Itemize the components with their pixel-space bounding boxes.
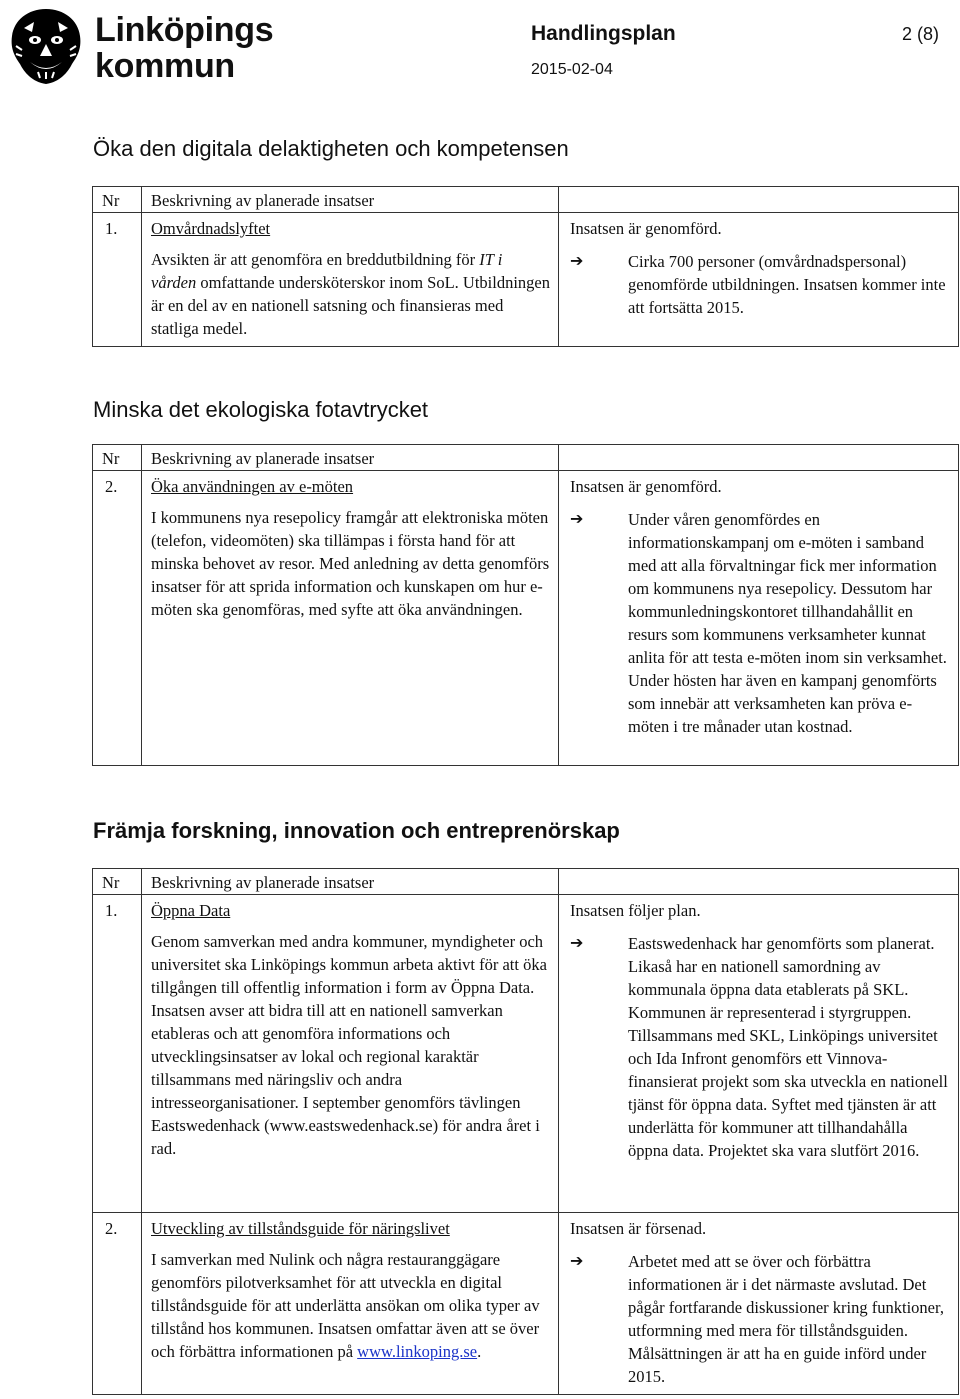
column-header-description: Beskrivning av planerade insatser (142, 187, 559, 213)
item-status-cell (559, 213, 959, 347)
status-text: Insatsen följer plan. (570, 901, 701, 920)
column-header-description: Beskrivning av planerade insatser (142, 869, 559, 895)
item-number: 1. (93, 895, 142, 1213)
item-status-cell (559, 895, 959, 1213)
result-text: Under våren genomfördes en informationskampanj om e-möten i samband med att alla förvaltningar fick mer information om kommunens nya resepolicy. Dessutom har kommunledningskontoret tillhandahållit en resurs som kommunens verksamheter kunnat anlita för att testa e-möten inom sin verksamhet. Under hösten har även en kampanj genomförts som innebär att verksamheten kan pröva e-möten i tre månader utan kostnad. (628, 510, 947, 736)
item-description (142, 895, 559, 1213)
brand-name: Linköpings kommun (95, 11, 274, 85)
document-date: 2015-02-04 (531, 61, 613, 78)
item-title: Utveckling av tillståndsguide för näringslivet (151, 1219, 450, 1238)
item-number: 2. (93, 471, 142, 766)
column-header-nr: Nr (93, 869, 142, 895)
status-text: Insatsen är genomförd. (570, 477, 722, 496)
item-status-cell (559, 471, 959, 766)
table-header-row (93, 445, 959, 471)
page-number: 2 (8) (902, 24, 940, 44)
result (570, 250, 950, 319)
table-header-row (93, 187, 959, 213)
result (570, 1250, 950, 1388)
arrow-right-icon: ➔ (570, 253, 584, 270)
item-number: 2. (93, 1213, 142, 1395)
column-header-status (559, 445, 959, 471)
item-title: Öppna Data (151, 901, 231, 920)
table-row (93, 213, 959, 347)
lion-logo-icon (6, 6, 86, 86)
item-description (142, 213, 559, 347)
section-heading: Minska det ekologiska fotavtrycket (93, 397, 429, 422)
item-description (142, 1213, 559, 1395)
table-row (93, 895, 959, 1213)
status-text: Insatsen är försenad. (570, 1219, 707, 1238)
result-text: Eastswedenhack har genomförts som planerat. Likaså har en nationell samordning av kommunala öppna data etablerats på SKL. Kommunen är representerad i styrgruppen. Tillsammans med SKL, Linköpings universitet och Ida Infront genomförs ett Vinnova-finansierat projekt som ska utveckla en nationell tjänst för öppna data. Syftet med tjänsten är att underlätta för kommuner att tillhandahålla öppna data. Projektet ska vara slutfört 2016. (628, 934, 948, 1160)
document-title: Handlingsplan (531, 22, 676, 45)
arrow-right-icon: ➔ (570, 1253, 584, 1270)
item-description (142, 471, 559, 766)
result (570, 932, 950, 1162)
result-text: Arbetet med att se över och förbättra informationen är i det närmaste avslutad. Det pågår fortfarande diskussioner kring funktioner, utformning med mera för tillståndsguiden. Målsättningen är att ha en guide införd under 2015. (628, 1252, 944, 1386)
column-header-nr: Nr (93, 445, 142, 471)
table-header-row (93, 869, 959, 895)
status-text: Insatsen är genomförd. (570, 219, 722, 238)
arrow-right-icon: ➔ (570, 511, 584, 528)
item-title: Omvårdnadslyftet (151, 219, 271, 238)
item-status-cell (559, 1213, 959, 1395)
column-header-nr: Nr (93, 187, 142, 213)
plan-table (92, 444, 959, 766)
arrow-right-icon: ➔ (570, 935, 584, 952)
table-row (93, 1213, 959, 1395)
column-header-status (559, 869, 959, 895)
item-number: 1. (93, 213, 142, 347)
item-title: Öka användningen av e-möten (151, 477, 354, 496)
result (570, 508, 950, 738)
website-link[interactable]: www.linkoping.se (357, 1342, 478, 1361)
section-heading: Främja forskning, innovation och entreprenörskap (93, 818, 620, 843)
plan-table (92, 868, 959, 1395)
table-row (93, 471, 959, 766)
result-text: Cirka 700 personer (omvårdnadspersonal) genomförde utbildningen. Insatsen kommer inte att fortsätta 2015. (628, 252, 946, 317)
item-text: Genom samverkan med andra kommuner, myndigheter och universitet ska Linköpings kommun arbeta aktivt för att öka tillgången till offentlig information i form av Öppna Data. Insatsen avser att bidra till att en nationell samverkan etableras och att genomföra informations och utvecklingsinsatser av lokal och regional karaktär tillsammans med näringsliv och andra intresseorganisationer. I september genomförs tävlingen Eastswedenhack (www.eastswedenhack.se) för andra året i rad. (151, 932, 547, 1158)
section-heading: Öka den digitala delaktigheten och kompetensen (93, 136, 569, 161)
column-header-status (559, 187, 959, 213)
item-text: Avsikten är att genomföra en breddutbildning för IT i vården omfattande undersköterskor inom SoL. Utbildningen är en del av en nationell satsning och finansieras med statliga medel. (151, 250, 550, 338)
item-text: I samverkan med Nulink och några restauranggägare genomförs pilotverksamhet för att utveckla en digital tillståndsguide för att underlätta ansökan om olika typer av tillstånd hos kommunen. Insatsen omfattar även att se över och förbättra informationen på www.linkoping.se. (151, 1250, 540, 1361)
column-header-description: Beskrivning av planerade insatser (142, 445, 559, 471)
item-text: I kommunens nya resepolicy framgår att elektroniska möten (telefon, videomöten) ska tillämpas i första hand för att minska behovet av resor. Med anledning av detta genomförs insatser för att sprida information och kunskapen om hur e-möten ska genomföras, med syfte att öka användningen. (151, 508, 550, 619)
plan-table (92, 186, 959, 347)
